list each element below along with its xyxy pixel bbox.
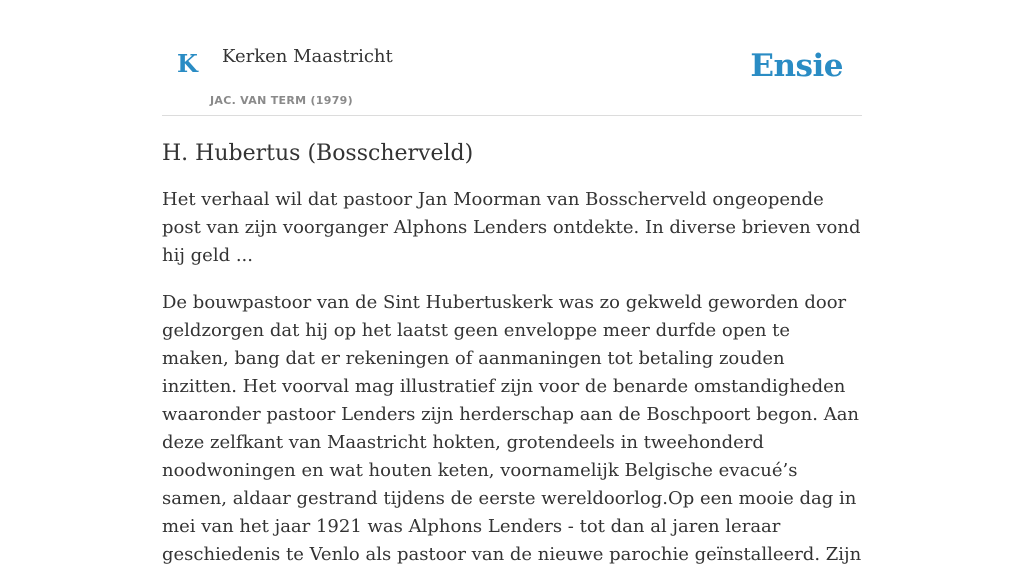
article-body: De bouwpastoor van de Sint Hubertuskerk was zo gekweld geworden door geldzorgen dat hij op het laatst geen enveloppe meer durfde open te maken, bang dat er rekeningen of aanmaningen tot betaling zouden inzitten. Het voorval mag illustratief zijn voor de benarde omstandigheden waaronder pastoor Lenders zijn herderschap aan de Boschpoort begon. Aan deze zelfkant van Maastricht hokten, grotendeels in tweehonderd noodwoningen en wat houten keten, voornamelijk Belgische evacué’s samen, aldaar gestrand tijdens de eerste wereldoorlog.Op een mooie dag in mei van het jaar 1921 was Alphons Lenders - tot dan al jaren leraar geschiedenis te Venlo als pastoor van de nieuwe parochie geïnstalleerd. Zijn <box>162 292 862 565</box>
article <box>162 136 862 569</box>
book-author: JAC. VAN TERM (1979) <box>210 94 353 107</box>
article-title: H. Hubertus (Bosscherveld) <box>162 141 474 166</box>
article-intro: Het verhaal wil dat pastoor Jan Moorman van Bosscherveld ongeopende post van zijn voorganger Alphons Lenders ontdekte. In diverse brieven vond hij geld ... <box>162 189 861 266</box>
brand-logo[interactable]: Ensie <box>750 48 843 84</box>
header <box>162 0 862 116</box>
book-logo-icon[interactable]: K <box>177 49 198 78</box>
book-title[interactable]: Kerken Maastricht <box>222 46 393 67</box>
